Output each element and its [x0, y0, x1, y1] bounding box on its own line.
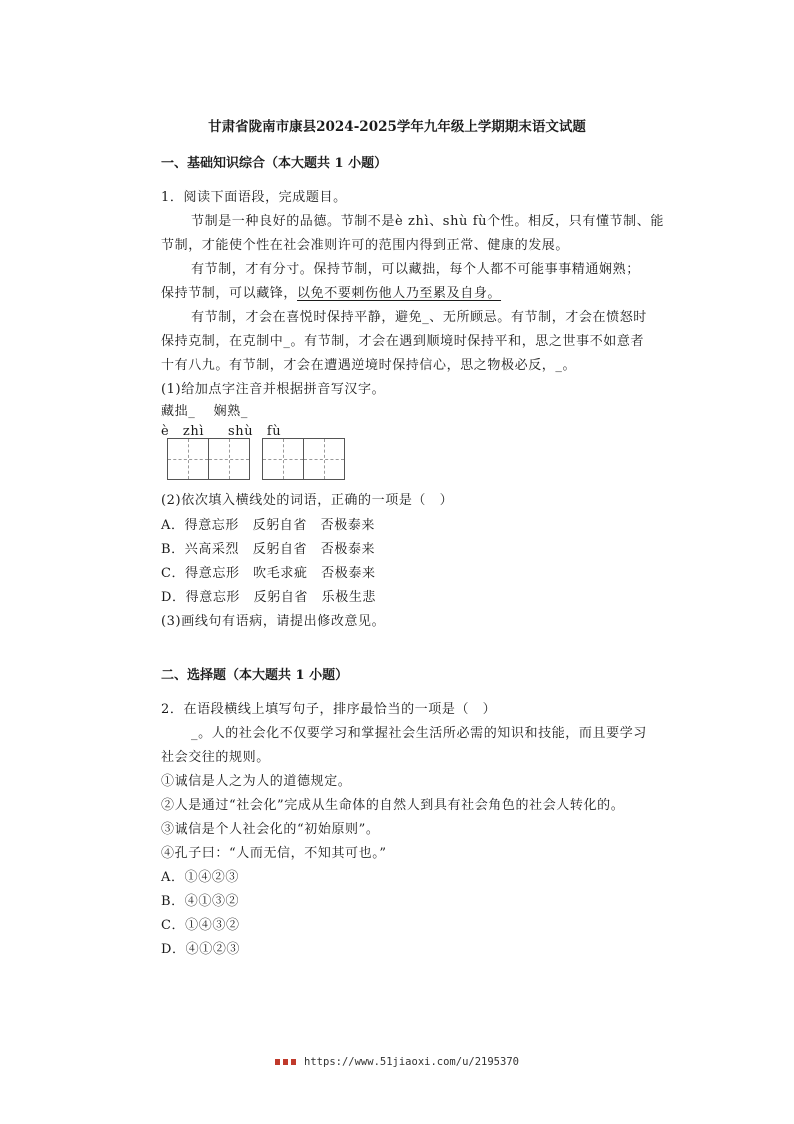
footer — [0, 1056, 794, 1068]
sentence-item: ③诚信是个人社会化的“初始原则”。 — [161, 822, 380, 837]
sentence-item: ①诚信是人之为人的道德规定。 — [161, 774, 352, 789]
option-d[interactable]: D．得意忘形 反躬自省 乐极生悲 — [161, 590, 377, 605]
passage-line: _。人的社会化不仅要学习和掌握社会生活所必需的知识和技能，而且要学习 — [191, 726, 647, 741]
option-d[interactable]: D．④①②③ — [161, 942, 241, 957]
option-a[interactable]: A．得意忘形 反躬自省 否极泰来 — [161, 518, 375, 533]
option-c[interactable]: C．得意忘形 吹毛求疵 否极泰来 — [161, 566, 376, 581]
underlined-sentence: 以免不要刺伤他人乃至累及自身。 — [297, 286, 502, 301]
writing-cell[interactable] — [262, 438, 304, 480]
passage-line: 保持克制，在克制中_。有节制，才会在遇到顺境时保持平和，思之世事不如意者 — [161, 334, 645, 349]
option-a[interactable]: A．①④②③ — [161, 870, 239, 885]
passage-line — [161, 282, 501, 301]
section-1-heading: 一、基础知识综合（本大题共 1 小题） — [161, 156, 388, 171]
pinyin-b: shù fù — [228, 424, 282, 439]
page-title: 甘肃省陇南市康县2024-2025学年九年级上学期期末语文试题 — [208, 119, 586, 135]
pinyin-a: è zhì — [161, 424, 205, 439]
question-2-stem: 2．在语段横线上填写句子，排序最恰当的一项是（ ） — [161, 702, 497, 717]
footer-url[interactable]: https://www.51jiaoxi.com/u/2195370 — [304, 1056, 519, 1068]
sub-question-1: (1)给加点字注音并根据拼音写汉字。 — [161, 382, 386, 397]
option-b[interactable]: B．④①③② — [161, 894, 240, 909]
option-b[interactable]: B．兴高采烈 反躬自省 否极泰来 — [161, 542, 376, 557]
passage-line: 有节制，才会在喜悦时保持平静，避免_、无所顾忌。有节制，才会在愤怒时 — [191, 310, 647, 325]
option-c[interactable]: C．①④③② — [161, 918, 240, 933]
sub-question-2: (2)依次填入横线处的词语，正确的一项是（ ） — [161, 493, 454, 508]
writing-cell[interactable] — [167, 438, 209, 480]
writing-cell[interactable] — [303, 438, 345, 480]
writing-cell[interactable] — [208, 438, 250, 480]
writing-grid-a[interactable] — [167, 438, 249, 480]
sub-question-3: (3)画线句有语病，请提出修改意见。 — [161, 614, 386, 629]
sentence-item: ②人是通过“社会化”完成从生命体的自然人到具有社会角色的社会人转化的。 — [161, 798, 625, 813]
passage-text: 保持节制，可以藏锋， — [161, 286, 298, 301]
passage-line: 社会交往的规则。 — [161, 750, 270, 765]
passage-line: 十有八九。有节制，才会在遭遇逆境时保持信心，思之物极必反，_。 — [161, 358, 577, 373]
passage-line: 节制是一种良好的品德。节制不是è zhì、shù fù个性。相反，只有懂节制、能 — [191, 214, 664, 229]
dotted-words: 藏拙_ 娴熟_ — [161, 404, 248, 419]
section-2-heading: 二、选择题（本大题共 1 小题） — [161, 668, 349, 683]
passage-line: 节制，才能使个性在社会准则许可的范围内得到正常、健康的发展。 — [161, 238, 570, 253]
question-1-stem: 1．阅读下面语段，完成题目。 — [161, 190, 347, 205]
logo-mark — [275, 1059, 299, 1065]
passage-line: 有节制，才有分寸。保持节制，可以藏拙，每个人都不可能事事精通娴熟； — [191, 262, 640, 277]
sentence-item: ④孔子曰：“人而无信，不知其可也。” — [161, 846, 387, 861]
writing-grid-b[interactable] — [262, 438, 344, 480]
